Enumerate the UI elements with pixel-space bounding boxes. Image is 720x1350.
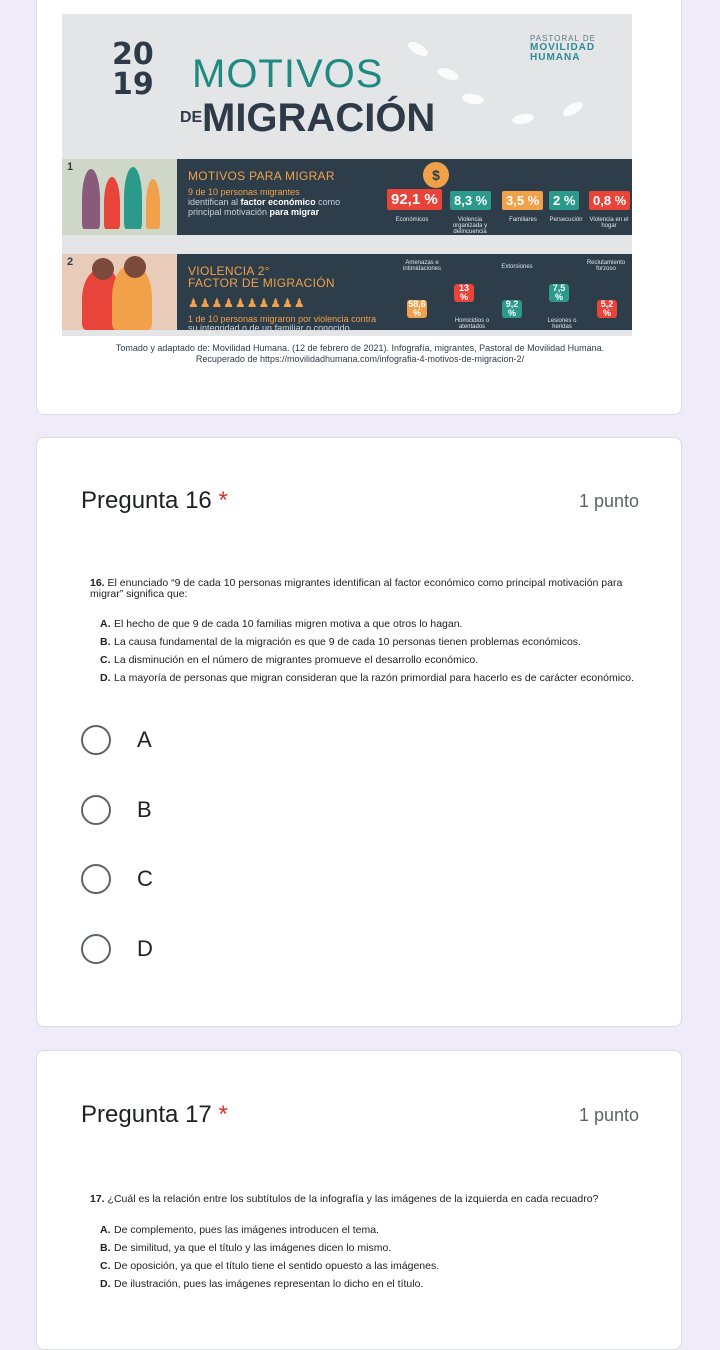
question-points: 1 punto (578, 491, 639, 511)
radio-choice-b[interactable]: B (81, 790, 152, 830)
stat-amenazas: 13 % (454, 284, 474, 302)
infographic-title-motivos: MOTIVOS (192, 52, 384, 96)
footprint-icon (511, 112, 534, 126)
footprint-icon (436, 66, 460, 83)
radio-button[interactable] (81, 725, 111, 755)
stat-violencia-organizada: 8,3 % (450, 191, 491, 210)
stat-violencia-hogar: 0,8 % (589, 191, 630, 210)
pastoral-logo: PASTORAL DE MOVILIDAD HUMANA (530, 34, 596, 63)
question-stem: 16. El enunciado “9 de cada 10 personas migrantes identifican al factor económico como principal motivación para migrar” significa que: (90, 577, 623, 600)
band-image-family: 2 (62, 254, 177, 330)
infographic-title-migracion: MIGRACIÓN (202, 96, 436, 140)
answer-option: C. De oposición, ya que el título tiene el sentido opuesto a las imágenes. (100, 1260, 440, 1272)
dollar-icon: $ (423, 162, 449, 188)
question-stem: 17. ¿Cuál es la relación entre los subtítulos de la infografía y las imágenes de la izquierda en cada recuadro? (90, 1193, 599, 1205)
band-image-migrants: 1 (62, 159, 177, 235)
infographic-year: 20 19 (112, 37, 154, 102)
infographic-title-de: DE (180, 109, 203, 126)
answer-option: C. La disminución en el número de migrantes promueve el desarrollo económico. (100, 654, 479, 666)
radio-choice-d[interactable]: D (81, 929, 153, 969)
answer-option: B. De similitud, ya que el título y las imágenes dicen lo mismo. (100, 1242, 392, 1254)
question-title: Pregunta 17 * (81, 1101, 228, 1128)
infographic-image (62, 14, 632, 336)
radio-button[interactable] (81, 795, 111, 825)
stat-persecucion: 2 % (549, 191, 579, 210)
answer-option: B. La causa fundamental de la migración es que 9 de cada 10 personas tienen problemas económicos. (100, 636, 581, 648)
question-title: Pregunta 16 * (81, 487, 228, 514)
answer-option: D. La mayoría de personas que migran consideran que la razón primordial para hacerlo es de carácter económico. (100, 672, 635, 684)
answer-option: D. De ilustración, pues las imágenes representan lo dicho en el título. (100, 1278, 424, 1290)
infographic-caption: Tomado y adaptado de: Movilidad Humana. (12 de febrero de 2021). Infografía, migrantes, Pastoral de Movilidad Humana. (115, 343, 605, 353)
answer-option: A. El hecho de que 9 de cada 10 familias migren motiva a que otros lo hagan. (100, 618, 463, 630)
question-card-16 (36, 437, 682, 1027)
radio-choice-a[interactable]: A (81, 720, 152, 760)
radio-choice-c[interactable]: C (81, 859, 153, 899)
band-motivos: 1 MOTIVOS PARA MIGRAR 9 de 10 personas migrantes identifican al factor económico como principal motivación para migrar 92,1 % Económicos 8,3 % Violencia organizada y delincuencia 3,5 % Familiares 2 % Persecución 0,8 % Violencia en el hogar (62, 159, 632, 235)
footprint-icon (461, 92, 484, 106)
footprint-icon (561, 99, 585, 119)
stat-lesiones: 7,5 % (549, 284, 569, 302)
stat-extorsiones: 9,2 % (502, 300, 522, 318)
band1-heading: MOTIVOS PARA MIGRAR (188, 169, 335, 183)
stat-homicidios: 58,6 % (408, 299, 426, 318)
required-asterisk: * (218, 1101, 228, 1128)
answer-option: A. De complemento, pues las imágenes introducen el tema. (100, 1224, 379, 1236)
stat-reclutamiento: 5,2 % (597, 300, 617, 318)
radio-button[interactable] (81, 934, 111, 964)
people-icons: ♟♟♟♟♟♟♟♟♟♟ (188, 296, 306, 310)
infographic-caption-url: Recuperado de https://movilidadhumana.com/infografia-4-motivos-de-migracion-2/ (195, 354, 525, 364)
stat-familiares: 3,5 % (502, 191, 543, 210)
question-points: 1 punto (578, 1105, 639, 1125)
band2-heading: VIOLENCIA 2° (188, 264, 270, 278)
stat-economicos: 92,1 % (387, 189, 442, 210)
question-card-17 (36, 1050, 682, 1350)
band-violencia: 2 VIOLENCIA 2° FACTOR DE MIGRACIÓN 1 de 10 personas migraron por violencia contra su integridad o de un familiar o conocido. Amenazas e intimidaciones 13 % 58,6 % Homicidios o atentados Extorsiones 9,2 % 7,5 % Lesiones o heridas Reclutamiento forzoso 5,2 % (62, 254, 632, 330)
footprint-icon (406, 39, 430, 59)
required-asterisk: * (218, 487, 228, 514)
radio-button[interactable] (81, 864, 111, 894)
